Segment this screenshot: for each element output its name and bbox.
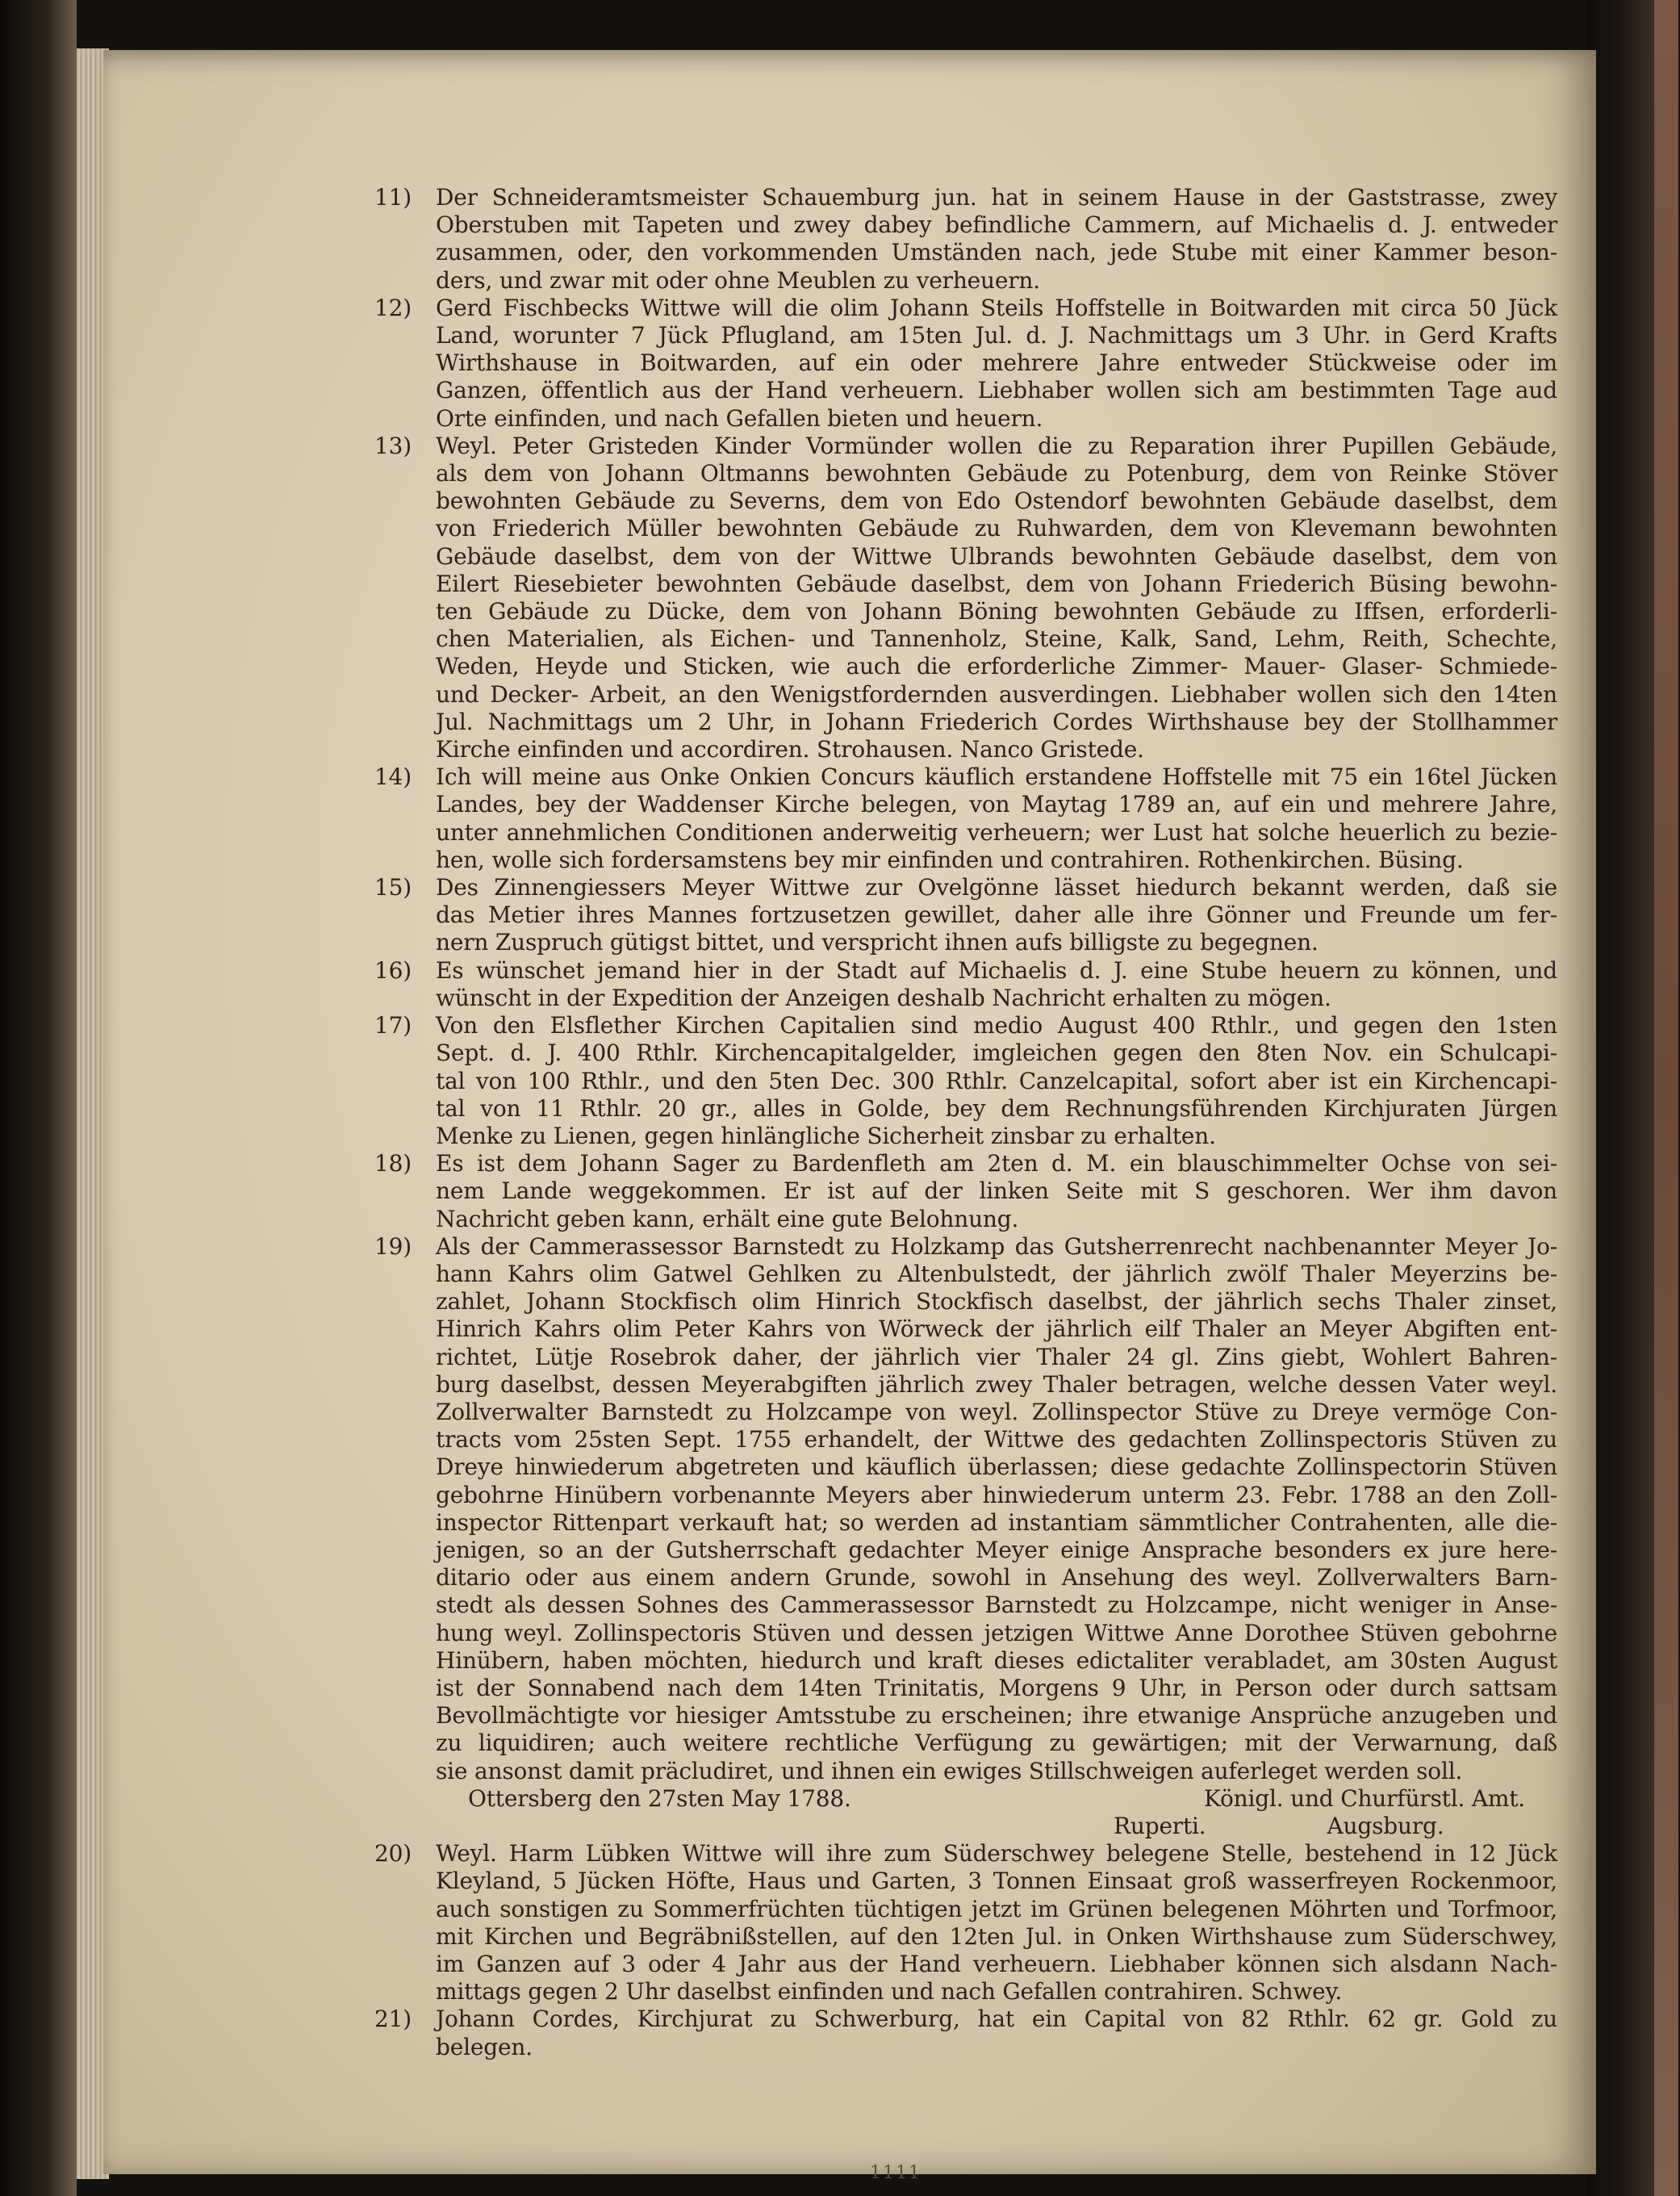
notice-line: ders, und zwar mit oder ohne Meublen zu verheuern. [436,266,1040,294]
footer-mark: 1111 [870,2163,921,2183]
notice-line: Nachricht geben kann, erhält eine gute Belohnung. [436,1205,1019,1232]
notice-line: Dreye hinwiederum abgetreten und käuflich überlassen; diese gedachte Zollinspectorin Stüven [436,1454,1557,1481]
notice-number: 17) [374,1012,412,1039]
signatory-name: Ruperti. [1114,1812,1206,1839]
notice-line: burg daselbst, dessen Meyerabgiften jährlich zwey Thaler betragen, welche dessen Vater weyl. [436,1370,1557,1398]
notice-entry [374,956,1557,1012]
notice-line: bewohnten Gebäude zu Severns, dem von Edo Ostendorf bewohnten Gebäude daselbst, dem [436,487,1557,515]
notice-line: jenigen, so an der Gutsherrschaft gedachter Meyer einige Ansprache besonders ex jure here- [436,1536,1557,1563]
notice-line: richtet, Lütje Rosebrok daher, der jährlich vier Thaler 24 gl. Zins giebt, Wohlert Bahren- [436,1343,1557,1370]
notice-line: Eilert Riesebieter bewohnten Gebäude daselbst, dem von Johann Friederich Büsing bewohn- [436,570,1557,597]
notice-line: Sept. d. J. 400 Rthlr. Kirchencapitalgelder, imgleichen gegen den 8ten Nov. ein Schulcapi- [436,1039,1557,1067]
notice-line: Kleyland, 5 Jücken Höfte, Haus und Garten, 3 Tonnen Einsaat groß wasserfreyen Rockenmoor, [436,1868,1557,1895]
notice-line: zahlet, Johann Stockfisch olim Hinrich Stockfisch daselbst, der jährlich sechs Thaler zinset, [436,1288,1557,1316]
notice-line: im Ganzen auf 3 oder 4 Jahr aus der Hand verheuern. Liebhaber können sich alsdann Nach- [436,1951,1557,1977]
notice-line: Weyl. Peter Gristeden Kinder Vormünder wollen die zu Reparation ihrer Pupillen Gebäude, [436,432,1557,459]
notice-entry [374,1150,1557,1233]
notice-entry [374,184,1557,295]
notice-number: 20) [374,1840,412,1868]
place-date: Ottersberg den 27sten May 1788. [468,1784,851,1812]
notice-line: wünscht in der Expedition der Anzeigen deshalb Nachricht erhalten zu mögen. [436,984,1331,1011]
notice-number: 11) [374,184,412,211]
notice-line: Jul. Nachmittags um 2 Uhr, in Johann Friederich Cordes Wirthshause bey der Stollhammer [436,708,1557,735]
notice-line: nem Lande weggekommen. Er ist auf der linken Seite mit S geschoren. Wer ihm davon [436,1177,1557,1205]
notice-line: belegen. [436,2033,533,2060]
notice-line: gebohrne Hinübern vorbenannte Meyers aber hinwiederum unterm 23. Febr. 1788 an den Zoll- [436,1481,1557,1508]
notice-line: das Metier ihres Mannes fortzusetzen gewillet, daher alle ihre Gönner und Freunde um fer- [436,901,1557,929]
notice-line: Ich will meine aus Onke Onkien Concurs käuflich erstandene Hoffstelle mit 75 ein 16tel Jücken [436,763,1557,791]
notice-line: Bevollmächtigte vor hiesiger Amtsstube zu erscheinen; ihre etwanige Ansprüche anzugeben und [436,1702,1557,1730]
book-spine [0,0,77,2196]
notice-line: Der Schneideramtsmeister Schauemburg jun. hat in seinem Hause in der Gaststrasse, zwey [436,184,1557,211]
notice-text-block [374,184,1557,2061]
notice-line: ist der Sonnabend nach dem 14ten Trinitatis, Morgens 9 Uhr, in Person oder durch sattsam [436,1674,1557,1701]
notice-line: Es wünschet jemand hier in der Stadt auf Michaelis d. J. eine Stube heuern zu können, und [436,956,1557,984]
notice-entry [374,2006,1557,2060]
notice-line: hann Kahrs olim Gatwel Gehlken zu Altenbulstedt, der jährlich zwölf Thaler Meyerzins be- [436,1260,1557,1287]
notice-line: ditario oder aus einem andern Grunde, sowohl in Ansehung des weyl. Zollverwalters Barn- [436,1564,1557,1592]
notice-line: tal von 100 Rthlr., und den 5ten Dec. 300 Rthlr. Canzelcapital, sofort aber ist ein Kirchencapi- [436,1067,1557,1094]
issuing-office: Königl. und Churfürstl. Amt. [1204,1784,1525,1812]
notice-line: Hinübern, haben möchten, hiedurch und kraft dieses edictaliter verabladet, am 30sten August [436,1646,1557,1674]
notice-line: Von den Elsflether Kirchen Capitalien sind medio August 400 Rthlr., und gegen den 1sten [436,1012,1557,1039]
notice-line: Weyl. Harm Lübken Wittwe will ihre zum Süderschwey belegene Stelle, bestehend in 12 Jück [436,1840,1557,1868]
notice-line: Kirche einfinden und accordiren. Strohausen. Nanco Gristede. [436,736,1144,763]
cover-edge-strip [1654,0,1678,2196]
notice-entry [374,763,1557,874]
notice-line: Oberstuben mit Tapeten und zwey dabey befindliche Cammern, auf Michaelis d. J. entweder [436,211,1557,239]
notice-number: 15) [374,874,412,901]
notice-line: mittags gegen 2 Uhr daselbst einfinden und nach Gefallen contrahiren. Schwey. [436,1978,1343,2006]
notice-line: Landes, bey der Waddenser Kirche belegen, von Maytag 1789 an, auf ein und mehrere Jahre, [436,791,1557,818]
notice-line: auch sonstigen zu Sommerfrüchten tüchtigen jetzt im Grünen belegenen Möhrten und Torfmoor, [436,1895,1557,1922]
notice-line: Hinrich Kahrs olim Peter Kahrs von Wörweck der jährlich eilf Thaler an Meyer Abgiften ent- [436,1316,1557,1343]
notice-number: 21) [374,2006,412,2033]
notice-line: nern Zuspruch gütigst bittet, und verspricht ihnen aufs billigste zu begegnen. [436,929,1319,956]
notice-line: chen Materialien, als Eichen- und Tannenholz, Steine, Kalk, Sand, Lehm, Reith, Schechte, [436,625,1557,653]
notice-entry [374,432,1557,763]
notice-line: zusammen, oder, den vorkommenden Umständen nach, jede Stube mit einer Kammer beson- [436,239,1557,266]
notice-line: hen, wolle sich fordersamstens bey mir einfinden und contrahiren. Rothenkirchen. Büsing. [436,846,1464,873]
notice-line: Des Zinnengiessers Meyer Wittwe zur Ovelgönne lässet hiedurch bekannt werden, daß sie [436,874,1557,901]
notice-line: hung weyl. Zollinspectoris Stüven und dessen jetzigen Wittwe Anne Dorothee Stüven gebohrne [436,1619,1557,1646]
notice-line: Wirthshause in Boitwarden, auf ein oder mehrere Jahre entweder Stückweise oder im [436,349,1557,377]
notice-line: Johann Cordes, Kirchjurat zu Schwerburg, hat ein Capital von 82 Rthlr. 62 gr. Gold zu [436,2006,1557,2033]
notice-number: 19) [374,1232,412,1260]
notice-number: 13) [374,432,412,459]
notice-line: mit Kirchen und Begräbnißstellen, auf den 12ten Jul. in Onken Wirthshause zum Süderschwey, [436,1922,1557,1950]
notice-line: Land, worunter 7 Jück Pflugland, am 15ten Jul. d. J. Nachmittags um 3 Uhr. in Gerd Krafts [436,322,1557,349]
notice-line: stedt als dessen Sohnes des Cammerassessor Barnstedt zu Holzcampe, nicht weniger in Anse- [436,1592,1557,1619]
signature-row [436,1785,1557,1813]
notice-line: tal von 11 Rthlr. 20 gr., alles in Golde, bey dem Rechnungsführenden Kirchjuraten Jürgen [436,1094,1557,1122]
notice-line: Als der Cammerassessor Barnstedt zu Holzkamp das Gutsherrenrecht nachbenannter Meyer Jo- [436,1232,1557,1260]
notice-line: Ganzen, öffentlich aus der Hand verheuern. Liebhaber wollen sich am bestimmten Tage aud [436,377,1557,404]
notice-line: ten Gebäude zu Dücke, dem von Johann Böning bewohnten Gebäude zu Iffsen, erforderli- [436,598,1557,625]
notice-number: 12) [374,294,412,321]
notice-number: 14) [374,763,412,791]
notice-line: sie ansonst damit präcludiret, und ihnen ein ewiges Stillschweigen auferleget werden soll. [436,1757,1463,1784]
notice-number: 16) [374,956,412,984]
signatories [436,1813,1557,1840]
notice-line: Weden, Heyde und Sticken, wie auch die erforderliche Zimmer- Mauer- Glaser- Schmiede- [436,653,1557,680]
notice-line: tracts vom 25sten Sept. 1755 erhandelt, der Wittwe des gedachten Zollinspectoris Stüven zu [436,1426,1557,1454]
notice-line: inspector Rittenpart verkauft hat; so werden ad instantiam sämmtlicher Contrahenten, alle die- [436,1508,1557,1536]
notice-line: Menke zu Lienen, gegen hinlängliche Sicherheit zinsbar zu erhalten. [436,1122,1216,1149]
notice-entry [374,874,1557,957]
notice-entry [374,1840,1557,2006]
notice-entry [374,294,1557,433]
notice-line: Orte einfinden, und nach Gefallen bieten und heuern. [436,404,1043,432]
notice-line: Zollverwalter Barnstedt zu Holzcampe von weyl. Zollinspector Stüve zu Dreye vermöge Con- [436,1398,1557,1425]
notice-line: Es ist dem Johann Sager zu Bardenfleth am 2ten d. M. ein blauschimmelter Ochse von sei- [436,1150,1557,1177]
notice-line: unter annehmlichen Conditionen anderweitig verheuern; wer Lust hat solche heuerlich zu bezie- [436,818,1557,846]
notice-line: Gerd Fischbecks Wittwe will die olim Johann Steils Hoffstelle in Boitwarden mit circa 50 Jück [436,294,1557,321]
notice-entry [374,1012,1557,1150]
notice-line: als dem von Johann Oltmanns bewohnten Gebäude zu Potenburg, dem von Reinke Stöver [436,460,1557,487]
notice-number: 18) [374,1150,412,1177]
notice-entry [374,1232,1557,1840]
notice-line: zu liquidiren; auch weitere rechtliche Verfügung zu gewärtigen; mit der Verwarnung, daß [436,1730,1557,1757]
notice-line: Gebäude daselbst, dem von der Wittwe Ulbrands bewohnten Gebäude daselbst, dem von [436,542,1557,570]
notice-line: von Friederich Müller bewohnten Gebäude zu Ruhwarden, dem von Klevemann bewohnten [436,515,1557,542]
signatory-name: Augsburg. [1327,1812,1444,1839]
notice-line: und Decker- Arbeit, an den Wenigstfordernden ausverdingen. Liebhaber wollen sich den 14ten [436,680,1557,708]
